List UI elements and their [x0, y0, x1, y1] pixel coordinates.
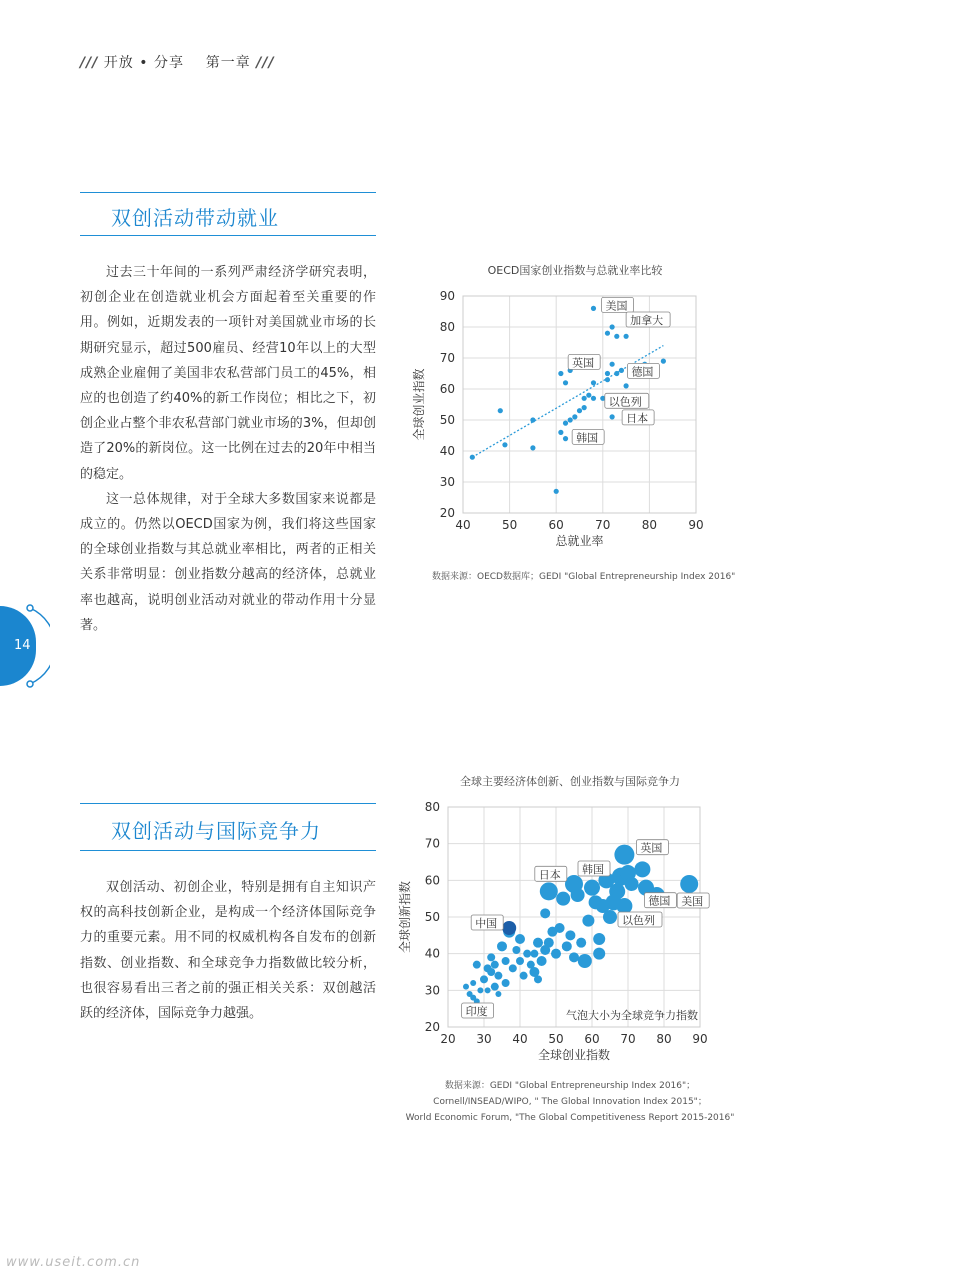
- data-point: [593, 933, 605, 945]
- x-axis-label: 全球创业指数: [537, 1048, 611, 1062]
- section1-paragraph-2: 这一总体规律，对于全球大多数国家来说都是成立的。仍然以OECD国家为例，我们将这些国家的全球创业指数与其总就业率相比，两者的正相关关系非常明显：创业指数分越高的经济体，总就业率也越高，说明创业活动对就业的带动作用十分显著。: [80, 491, 376, 633]
- data-point: [619, 368, 624, 373]
- chart2-source: [400, 1078, 740, 1126]
- data-point: [477, 987, 483, 993]
- data-point: [494, 972, 502, 980]
- x-tick-label: 50: [501, 518, 518, 532]
- country-label: 日本: [626, 411, 649, 425]
- data-point: [603, 910, 617, 924]
- header-right-bars: ///: [256, 55, 275, 71]
- data-point: [558, 371, 563, 376]
- data-point: [473, 961, 481, 969]
- data-point: [591, 306, 596, 311]
- data-point: [556, 892, 570, 906]
- y-tick-label: 60: [424, 873, 440, 888]
- x-tick-label: 50: [548, 1032, 564, 1046]
- data-point: [586, 393, 591, 398]
- data-point: [605, 377, 610, 382]
- data-point: [610, 324, 615, 329]
- data-point: [582, 405, 587, 410]
- data-point: [502, 442, 507, 447]
- chart2-source-line-1: 数据来源：GEDI "Global Entrepreneurship Index 2016"；: [444, 1081, 696, 1091]
- x-tick-label: 90: [688, 518, 704, 532]
- data-point: [616, 898, 632, 914]
- country-label: 加拿大: [630, 314, 664, 327]
- data-point: [530, 950, 538, 958]
- data-point: [605, 371, 610, 376]
- data-point: [537, 956, 547, 966]
- country-label: 德国: [648, 894, 671, 908]
- data-point: [614, 371, 619, 376]
- chart2-source-line-2: Cornell/INSEAD/WIPO, " The Global Innovation Index 2015"；: [433, 1097, 707, 1107]
- country-label: 日本: [538, 868, 561, 882]
- data-point: [578, 954, 592, 968]
- data-point: [498, 408, 503, 413]
- data-point: [582, 915, 594, 927]
- running-header: [80, 52, 275, 72]
- chart2-innovation-vs-gei: [395, 795, 715, 1075]
- y-tick-label: 80: [424, 800, 440, 814]
- country-label: 英国: [640, 841, 663, 855]
- page-number: 14: [14, 638, 31, 653]
- x-axis-label: 总就业率: [555, 534, 604, 548]
- data-point: [540, 882, 558, 900]
- header-title: 开放 • 分享: [103, 55, 184, 71]
- data-point: [485, 987, 491, 993]
- data-point: [562, 941, 572, 951]
- x-tick-label: 70: [595, 518, 611, 532]
- chart1-employment-vs-gei: [405, 280, 715, 560]
- header-left-bars: ///: [80, 55, 99, 71]
- data-point: [463, 984, 469, 990]
- y-tick-label: 60: [439, 382, 455, 396]
- data-point: [502, 979, 510, 987]
- data-point: [558, 430, 563, 435]
- y-tick-label: 20: [439, 506, 455, 520]
- data-point: [480, 975, 488, 983]
- data-point: [491, 983, 499, 991]
- data-point: [605, 331, 610, 336]
- section2-body: [80, 875, 376, 1026]
- x-tick-label: 60: [584, 1032, 600, 1046]
- data-point: [625, 877, 639, 891]
- data-point: [610, 362, 615, 367]
- data-point: [487, 953, 495, 961]
- section1-body: [80, 260, 376, 638]
- data-point: [516, 957, 524, 965]
- data-point: [610, 414, 615, 419]
- country-label: 韩国: [582, 863, 604, 876]
- country-label: 中国: [475, 917, 498, 930]
- data-point: [551, 949, 561, 959]
- data-point: [533, 938, 543, 948]
- data-point: [534, 975, 542, 983]
- data-point: [563, 436, 568, 441]
- plot-frame: [463, 296, 696, 513]
- data-point: [572, 414, 577, 419]
- x-tick-label: 20: [440, 1032, 456, 1046]
- data-point: [565, 875, 583, 893]
- data-point-highlight: [502, 921, 516, 935]
- header-chapter: 第一章: [205, 55, 251, 71]
- data-point: [530, 445, 535, 450]
- data-point: [614, 334, 619, 339]
- y-tick-label: 30: [424, 983, 440, 998]
- data-point: [569, 952, 579, 962]
- y-axis-label: 全球创业指数: [412, 368, 426, 441]
- chart-note: 气泡大小为全球竞争力指数: [566, 1009, 698, 1022]
- y-tick-label: 50: [439, 413, 455, 427]
- chart1-source: 数据来源：OECD数据库；GEDI "Global Entrepreneurship Index 2016": [432, 572, 736, 582]
- y-tick-label: 20: [424, 1020, 440, 1034]
- section1-title: 双创活动带动就业: [111, 206, 279, 230]
- data-point: [523, 950, 531, 958]
- data-point: [563, 380, 568, 385]
- x-tick-label: 70: [620, 1032, 636, 1046]
- data-point: [577, 408, 582, 413]
- y-tick-label: 40: [439, 444, 455, 458]
- x-tick-label: 60: [548, 518, 564, 532]
- chart2-title: 全球主要经济体创新、创业指数与国际竞争力: [460, 775, 680, 788]
- x-tick-label: 40: [512, 1032, 528, 1046]
- data-point: [540, 908, 550, 918]
- y-tick-label: 90: [439, 289, 455, 303]
- data-point: [593, 948, 605, 960]
- country-label: 美国: [605, 299, 628, 313]
- country-label: 德国: [631, 365, 654, 379]
- country-label: 以色列: [608, 395, 642, 409]
- data-point: [624, 383, 629, 388]
- data-point: [591, 396, 596, 401]
- y-axis-label: 全球创新指数: [398, 880, 412, 954]
- section2-top-rule: [80, 803, 376, 804]
- x-tick-label: 80: [641, 518, 658, 532]
- y-tick-label: 30: [439, 475, 455, 489]
- data-point: [565, 930, 575, 940]
- country-label: 以色列: [622, 914, 655, 927]
- section1-top-rule: [80, 192, 376, 193]
- y-tick-label: 70: [439, 351, 455, 365]
- y-tick-label: 70: [424, 836, 440, 851]
- section2-title: 双创活动与国际竞争力: [111, 819, 321, 843]
- data-point: [609, 883, 625, 899]
- data-point: [661, 359, 666, 364]
- data-point: [470, 980, 476, 986]
- data-point: [544, 938, 554, 948]
- data-point: [520, 972, 528, 980]
- watermark: www.useit.com.cn: [6, 1255, 141, 1270]
- x-tick-label: 30: [476, 1032, 492, 1046]
- data-point: [582, 396, 587, 401]
- y-tick-label: 50: [424, 910, 440, 924]
- section2-paragraph-1: 双创活动、初创企业，特别是拥有自主知识产权的高科技创新企业，是构成一个经济体国际竞争力的重要元素。用不同的权威机构各自发布的创新指数、创业指数、和全球竞争力指数做比较分析，也很容易看出三者之前的强正相关关系：双创越活跃的经济体，国际竞争力越强。: [80, 880, 376, 1022]
- country-label: 英国: [572, 356, 595, 370]
- country-label: 韩国: [576, 431, 599, 445]
- data-point: [487, 968, 495, 976]
- data-point: [614, 845, 634, 865]
- y-tick-label: 40: [424, 946, 440, 961]
- data-point: [624, 334, 629, 339]
- data-point: [509, 964, 517, 972]
- country-label: 印度: [465, 1005, 488, 1018]
- data-point: [563, 421, 568, 426]
- chart1-title: OECD国家创业指数与总就业率比较: [487, 264, 663, 277]
- data-point: [495, 991, 501, 997]
- section1-paragraph-1: 过去三十年间的一系列严肃经济学研究表明，初创企业在创造就业机会方面起着至关重要的作用。例如，近期发表的一项针对美国就业市场的长期研究显示，超过500雇员、经营10年以上的大型成熟企业雇佣了美国非农私营部门员工的45%，相应的也创造了约40%的新工作岗位；相比之下，初创企业占整个非农私营部门就业市场的3%，但却创造了20%的新岗位。这一比例在过去的20年中相当的稳定。: [80, 265, 376, 482]
- data-point: [512, 946, 520, 954]
- chart2-source-line-3: World Economic Forum, "The Global Competitiveness Report 2015-2016": [405, 1113, 735, 1123]
- x-tick-label: 40: [455, 518, 471, 532]
- data-point: [554, 489, 559, 494]
- section1-bottom-rule: [80, 235, 376, 236]
- data-point: [584, 880, 600, 896]
- x-tick-label: 90: [692, 1032, 708, 1046]
- x-tick-label: 80: [656, 1032, 672, 1046]
- data-point: [555, 923, 565, 933]
- data-point: [634, 861, 650, 877]
- data-point: [491, 961, 499, 969]
- data-point: [576, 938, 586, 948]
- data-point: [568, 417, 573, 422]
- country-label: 美国: [681, 895, 704, 908]
- data-point: [502, 957, 510, 965]
- data-point: [591, 380, 596, 385]
- y-tick-label: 80: [439, 320, 455, 334]
- data-point: [515, 934, 525, 944]
- data-point: [497, 941, 507, 951]
- data-point: [530, 417, 535, 422]
- data-point: [470, 455, 475, 460]
- data-point: [680, 875, 698, 893]
- section2-bottom-rule: [80, 850, 376, 851]
